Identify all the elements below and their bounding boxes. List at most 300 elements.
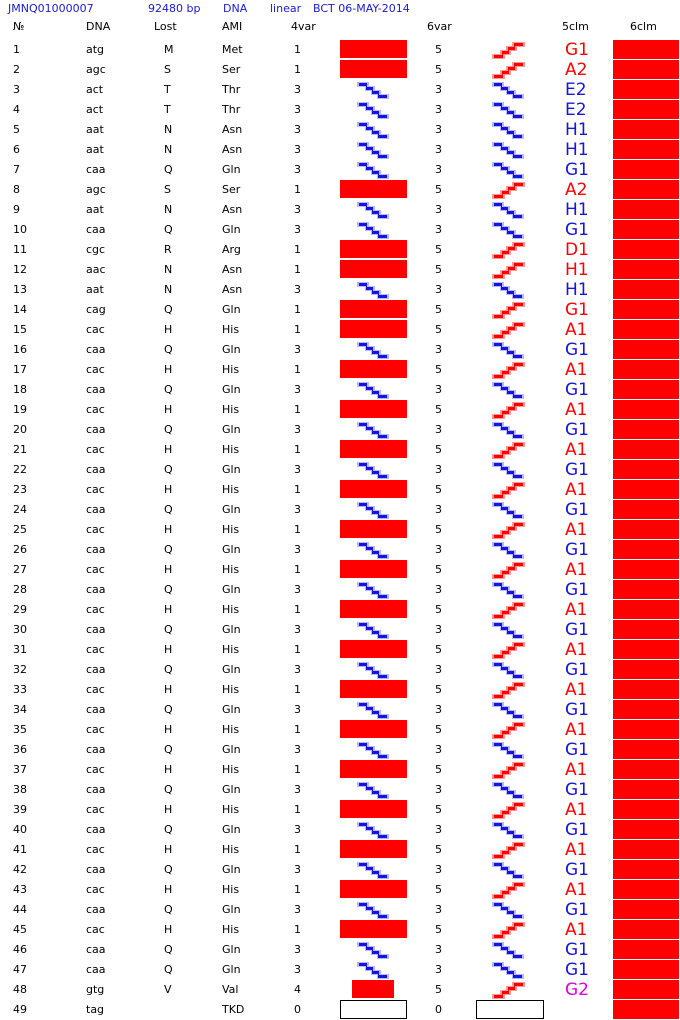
var4-red-block: [340, 840, 407, 858]
var6-staircase: [489, 800, 529, 820]
table-row: [0, 880, 680, 900]
var6-staircase-icon: [489, 40, 529, 60]
amino-acid: Ser: [222, 183, 241, 196]
amino-acid: His: [222, 763, 240, 776]
table-row: [0, 200, 680, 220]
var4-staircase-icon: [354, 820, 394, 840]
clm6-red-block: [613, 300, 679, 319]
row-number: 13: [13, 283, 27, 296]
var6-staircase: [489, 140, 529, 160]
table-row: [0, 280, 680, 300]
table-row: [0, 440, 680, 460]
var6-staircase: [489, 720, 529, 740]
codon-dna: caa: [86, 343, 106, 356]
var4-staircase-icon: [354, 160, 394, 180]
lost-letter: H: [164, 923, 173, 936]
row-number: 2: [13, 63, 20, 76]
var6-staircase-icon: [489, 740, 529, 760]
var6-staircase-icon: [489, 600, 529, 620]
var4-staircase: [354, 80, 394, 100]
var6-staircase-icon: [489, 840, 529, 860]
var4-staircase: [354, 960, 394, 980]
lost-letter: Q: [164, 463, 173, 476]
codon-dna: caa: [86, 223, 106, 236]
lost-letter: Q: [164, 943, 173, 956]
table-row: [0, 640, 680, 660]
var6-staircase-icon: [489, 980, 529, 1000]
lost-letter: H: [164, 723, 173, 736]
var4-staircase-icon: [354, 940, 394, 960]
var6-staircase: [489, 440, 529, 460]
var6-staircase-icon: [489, 300, 529, 320]
clm6-red-block: [613, 200, 679, 219]
clm6-red-block: [613, 380, 679, 399]
amino-acid: Gln: [222, 623, 241, 636]
var6-count: 5: [435, 883, 442, 896]
var4-count: 1: [294, 883, 301, 896]
row-number: 26: [13, 543, 27, 556]
var4-staircase-icon: [354, 140, 394, 160]
amino-acid: His: [222, 923, 240, 936]
table-row: [0, 960, 680, 980]
var4-count: 1: [294, 43, 301, 56]
var6-empty-block: [476, 1000, 544, 1019]
lost-letter: N: [164, 123, 173, 136]
table-row: [0, 900, 680, 920]
lost-letter: Q: [164, 963, 173, 976]
clm6-red-block: [613, 480, 679, 499]
codon-dna: cac: [86, 843, 105, 856]
amino-acid: TKD: [222, 1003, 245, 1016]
table-row: [0, 80, 680, 100]
lost-letter: H: [164, 363, 173, 376]
clm5-label: E2: [565, 80, 587, 100]
lost-letter: N: [164, 203, 173, 216]
lost-letter: V: [164, 983, 172, 996]
amino-acid: Thr: [222, 103, 241, 116]
var6-count: 3: [435, 903, 442, 916]
codon-dna: caa: [86, 583, 106, 596]
var4-staircase: [354, 820, 394, 840]
clm5-label: A2: [565, 60, 588, 80]
codon-dna: aat: [86, 283, 104, 296]
clm5-label: A1: [565, 760, 588, 780]
var6-staircase: [489, 60, 529, 80]
table-row: [0, 560, 680, 580]
var4-count: 1: [294, 403, 301, 416]
row-number: 17: [13, 363, 27, 376]
var6-staircase: [489, 200, 529, 220]
lost-letter: Q: [164, 783, 173, 796]
var6-count: 3: [435, 863, 442, 876]
table-row: [0, 940, 680, 960]
codon-dna: cac: [86, 643, 105, 656]
var6-count: 5: [435, 763, 442, 776]
amino-acid: His: [222, 403, 240, 416]
codon-dna: caa: [86, 623, 106, 636]
lost-letter: H: [164, 803, 173, 816]
var4-red-block: [340, 480, 407, 498]
table-row: [0, 160, 680, 180]
var4-red-block: [340, 240, 407, 258]
codon-dna: cac: [86, 723, 105, 736]
row-number: 42: [13, 863, 27, 876]
var4-staircase: [354, 580, 394, 600]
lost-letter: R: [164, 243, 172, 256]
row-number: 49: [13, 1003, 27, 1016]
clm5-label: G1: [565, 940, 589, 960]
table-row: [0, 260, 680, 280]
row-number: 21: [13, 443, 27, 456]
clm6-red-block: [613, 880, 679, 899]
row-number: 14: [13, 303, 27, 316]
table-row: [0, 580, 680, 600]
codon-dna: caa: [86, 943, 106, 956]
clm6-red-block: [613, 820, 679, 839]
codon-dna: agc: [86, 63, 106, 76]
var6-staircase-icon: [489, 460, 529, 480]
var4-staircase: [354, 120, 394, 140]
row-number: 7: [13, 163, 20, 176]
var6-staircase: [489, 680, 529, 700]
clm6-red-block: [613, 940, 679, 959]
row-number: 4: [13, 103, 20, 116]
var6-staircase: [489, 380, 529, 400]
var6-staircase-icon: [489, 860, 529, 880]
var4-count: 1: [294, 643, 301, 656]
codon-dna: caa: [86, 423, 106, 436]
var6-staircase: [489, 80, 529, 100]
clm6-red-block: [613, 500, 679, 519]
codon-dna: caa: [86, 823, 106, 836]
var6-count: 3: [435, 623, 442, 636]
codon-dna: cac: [86, 563, 105, 576]
var4-staircase: [354, 220, 394, 240]
lost-letter: Q: [164, 743, 173, 756]
var4-red-block: [340, 400, 407, 418]
var6-staircase-icon: [489, 520, 529, 540]
var6-staircase: [489, 340, 529, 360]
row-number: 1: [13, 43, 20, 56]
table-row: [0, 660, 680, 680]
amino-acid: His: [222, 483, 240, 496]
amino-acid: Val: [222, 983, 239, 996]
table-row: [0, 680, 680, 700]
var4-count: 1: [294, 723, 301, 736]
var4-red-block: [340, 920, 407, 938]
var4-red-block: [340, 360, 407, 378]
codon-dna: atg: [86, 43, 105, 56]
var6-staircase-icon: [489, 480, 529, 500]
lost-letter: T: [164, 83, 171, 96]
table-row: [0, 380, 680, 400]
var6-count: 3: [435, 343, 442, 356]
row-number: 5: [13, 123, 20, 136]
var4-staircase-icon: [354, 780, 394, 800]
var6-staircase-icon: [489, 80, 529, 100]
var6-staircase: [489, 120, 529, 140]
clm5-label: A1: [565, 800, 588, 820]
amino-acid: His: [222, 723, 240, 736]
codon-dna: caa: [86, 903, 106, 916]
codon-dna: caa: [86, 743, 106, 756]
var4-staircase-icon: [354, 740, 394, 760]
var6-staircase: [489, 500, 529, 520]
lost-letter: Q: [164, 623, 173, 636]
var4-staircase-icon: [354, 500, 394, 520]
table-row: [0, 320, 680, 340]
amino-acid: Gln: [222, 903, 241, 916]
amino-acid: His: [222, 563, 240, 576]
clm5-label: G1: [565, 40, 589, 60]
var6-staircase-icon: [489, 940, 529, 960]
var6-staircase: [489, 320, 529, 340]
lost-letter: H: [164, 843, 173, 856]
var6-staircase-icon: [489, 340, 529, 360]
var4-staircase-icon: [354, 80, 394, 100]
codon-dna: cac: [86, 323, 105, 336]
var4-count: 3: [294, 83, 301, 96]
var4-staircase-icon: [354, 460, 394, 480]
lost-letter: Q: [164, 303, 173, 316]
var4-count: 3: [294, 203, 301, 216]
clm6-red-block: [613, 700, 679, 719]
var4-count: 3: [294, 223, 301, 236]
var6-staircase-icon: [489, 880, 529, 900]
var4-count: 0: [294, 1003, 301, 1016]
var4-count: 1: [294, 683, 301, 696]
codon-dna: cac: [86, 523, 105, 536]
table-row: [0, 780, 680, 800]
var4-count: 3: [294, 383, 301, 396]
clm6-red-block: [613, 620, 679, 639]
table-row: [0, 140, 680, 160]
codon-dna: caa: [86, 163, 106, 176]
var4-count: 3: [294, 583, 301, 596]
var6-staircase-icon: [489, 500, 529, 520]
amino-acid: Asn: [222, 263, 243, 276]
var6-count: 3: [435, 383, 442, 396]
row-number: 36: [13, 743, 27, 756]
clm5-label: G1: [565, 820, 589, 840]
clm6-red-block: [613, 860, 679, 879]
amino-acid: Arg: [222, 243, 241, 256]
clm5-label: H1: [565, 140, 589, 160]
clm5-label: A1: [565, 880, 588, 900]
clm6-red-block: [613, 80, 679, 99]
lost-letter: H: [164, 443, 173, 456]
amino-acid: His: [222, 843, 240, 856]
var6-count: 5: [435, 603, 442, 616]
clm5-label: A1: [565, 600, 588, 620]
var4-count: 3: [294, 663, 301, 676]
var6-staircase-icon: [489, 780, 529, 800]
codon-dna: cac: [86, 443, 105, 456]
clm5-label: G1: [565, 860, 589, 880]
record-header: [0, 0, 680, 18]
table-row: [0, 60, 680, 80]
amino-acid: His: [222, 523, 240, 536]
var6-staircase-icon: [489, 560, 529, 580]
record-id: JMNQ01000007: [8, 2, 94, 15]
codon-dna: tag: [86, 1003, 105, 1016]
clm6-red-block: [613, 640, 679, 659]
var6-staircase: [489, 400, 529, 420]
clm6-red-block: [613, 420, 679, 439]
row-number: 45: [13, 923, 27, 936]
var4-count: 1: [294, 303, 301, 316]
table-row: [0, 120, 680, 140]
var4-count: 1: [294, 603, 301, 616]
clm6-red-block: [613, 220, 679, 239]
var4-red-block: [340, 680, 407, 698]
var4-count: 3: [294, 783, 301, 796]
codon-dna: cac: [86, 923, 105, 936]
var4-staircase-icon: [354, 540, 394, 560]
clm6-red-block: [613, 460, 679, 479]
var6-count: 5: [435, 683, 442, 696]
codon-dna: cac: [86, 363, 105, 376]
lost-letter: H: [164, 523, 173, 536]
table-row: [0, 360, 680, 380]
clm5-label: A2: [565, 180, 588, 200]
amino-acid: Gln: [222, 663, 241, 676]
var4-staircase-icon: [354, 220, 394, 240]
var6-staircase-icon: [489, 360, 529, 380]
var4-staircase-icon: [354, 380, 394, 400]
clm5-label: A1: [565, 360, 588, 380]
clm6-red-block: [613, 1000, 679, 1019]
var6-staircase: [489, 620, 529, 640]
table-row: [0, 540, 680, 560]
var6-staircase-icon: [489, 280, 529, 300]
lost-letter: Q: [164, 583, 173, 596]
var4-red-block: [340, 320, 407, 338]
codon-dna: cac: [86, 883, 105, 896]
lost-letter: M: [164, 43, 174, 56]
codon-dna: cac: [86, 603, 105, 616]
lost-letter: S: [164, 63, 171, 76]
var4-red-block: [340, 60, 407, 78]
codon-dna: act: [86, 83, 104, 96]
lost-letter: Q: [164, 343, 173, 356]
var6-count: 5: [435, 363, 442, 376]
row-number: 41: [13, 843, 27, 856]
amino-acid: Gln: [222, 743, 241, 756]
codon-dna: agc: [86, 183, 106, 196]
row-number: 40: [13, 823, 27, 836]
var4-staircase: [354, 540, 394, 560]
lost-letter: Q: [164, 223, 173, 236]
var4-count: 1: [294, 803, 301, 816]
var6-count: 5: [435, 443, 442, 456]
codon-dna: caa: [86, 503, 106, 516]
clm5-label: A1: [565, 320, 588, 340]
clm5-label: G1: [565, 660, 589, 680]
var4-red-block: [340, 760, 407, 778]
var6-staircase: [489, 640, 529, 660]
clm5-label: G1: [565, 160, 589, 180]
var4-staircase-icon: [354, 420, 394, 440]
var6-count: 5: [435, 923, 442, 936]
var4-count: 1: [294, 323, 301, 336]
var4-count: 1: [294, 923, 301, 936]
lost-letter: H: [164, 483, 173, 496]
codon-dna: act: [86, 103, 104, 116]
row-number: 32: [13, 663, 27, 676]
col-header-6clm: 6clm: [630, 20, 657, 33]
codon-dna: aat: [86, 123, 104, 136]
var4-count: 1: [294, 63, 301, 76]
lost-letter: H: [164, 603, 173, 616]
table-row: [0, 400, 680, 420]
var6-staircase-icon: [489, 800, 529, 820]
clm6-red-block: [613, 180, 679, 199]
codon-dna: aat: [86, 203, 104, 216]
var6-staircase: [489, 180, 529, 200]
amino-acid: Gln: [222, 583, 241, 596]
clm5-label: H1: [565, 280, 589, 300]
var6-count: 5: [435, 183, 442, 196]
clm5-label: G1: [565, 380, 589, 400]
var4-staircase: [354, 380, 394, 400]
codon-dna: caa: [86, 783, 106, 796]
var6-staircase: [489, 660, 529, 680]
var6-staircase: [489, 740, 529, 760]
var6-staircase: [489, 160, 529, 180]
clm5-label: A1: [565, 400, 588, 420]
lost-letter: N: [164, 283, 173, 296]
var6-count: 3: [435, 463, 442, 476]
var4-staircase-icon: [354, 100, 394, 120]
codon-dna: cag: [86, 303, 106, 316]
column-headers: [0, 20, 680, 38]
row-number: 22: [13, 463, 27, 476]
var4-red-block: [340, 40, 407, 58]
var4-red-block: [340, 640, 407, 658]
clm5-label: G1: [565, 500, 589, 520]
clm5-label: E2: [565, 100, 587, 120]
var4-staircase: [354, 160, 394, 180]
row-number: 31: [13, 643, 27, 656]
table-row: [0, 600, 680, 620]
amino-acid: Thr: [222, 83, 241, 96]
clm6-red-block: [613, 360, 679, 379]
var6-staircase: [489, 280, 529, 300]
row-number: 19: [13, 403, 27, 416]
var4-red-block: [340, 720, 407, 738]
record-topology: linear: [270, 2, 302, 15]
codon-dna: caa: [86, 703, 106, 716]
clm5-label: A1: [565, 840, 588, 860]
lost-letter: Q: [164, 663, 173, 676]
col-header-5clm: 5clm: [562, 20, 589, 33]
var6-count: 3: [435, 703, 442, 716]
row-number: 12: [13, 263, 27, 276]
var6-staircase: [489, 40, 529, 60]
amino-acid: Gln: [222, 943, 241, 956]
table-row: [0, 300, 680, 320]
lost-letter: S: [164, 183, 171, 196]
lost-letter: Q: [164, 543, 173, 556]
var6-count: 3: [435, 783, 442, 796]
row-number: 15: [13, 323, 27, 336]
clm6-red-block: [613, 600, 679, 619]
var4-staircase: [354, 200, 394, 220]
clm5-label: G1: [565, 900, 589, 920]
clm6-red-block: [613, 520, 679, 539]
table-row: [0, 520, 680, 540]
